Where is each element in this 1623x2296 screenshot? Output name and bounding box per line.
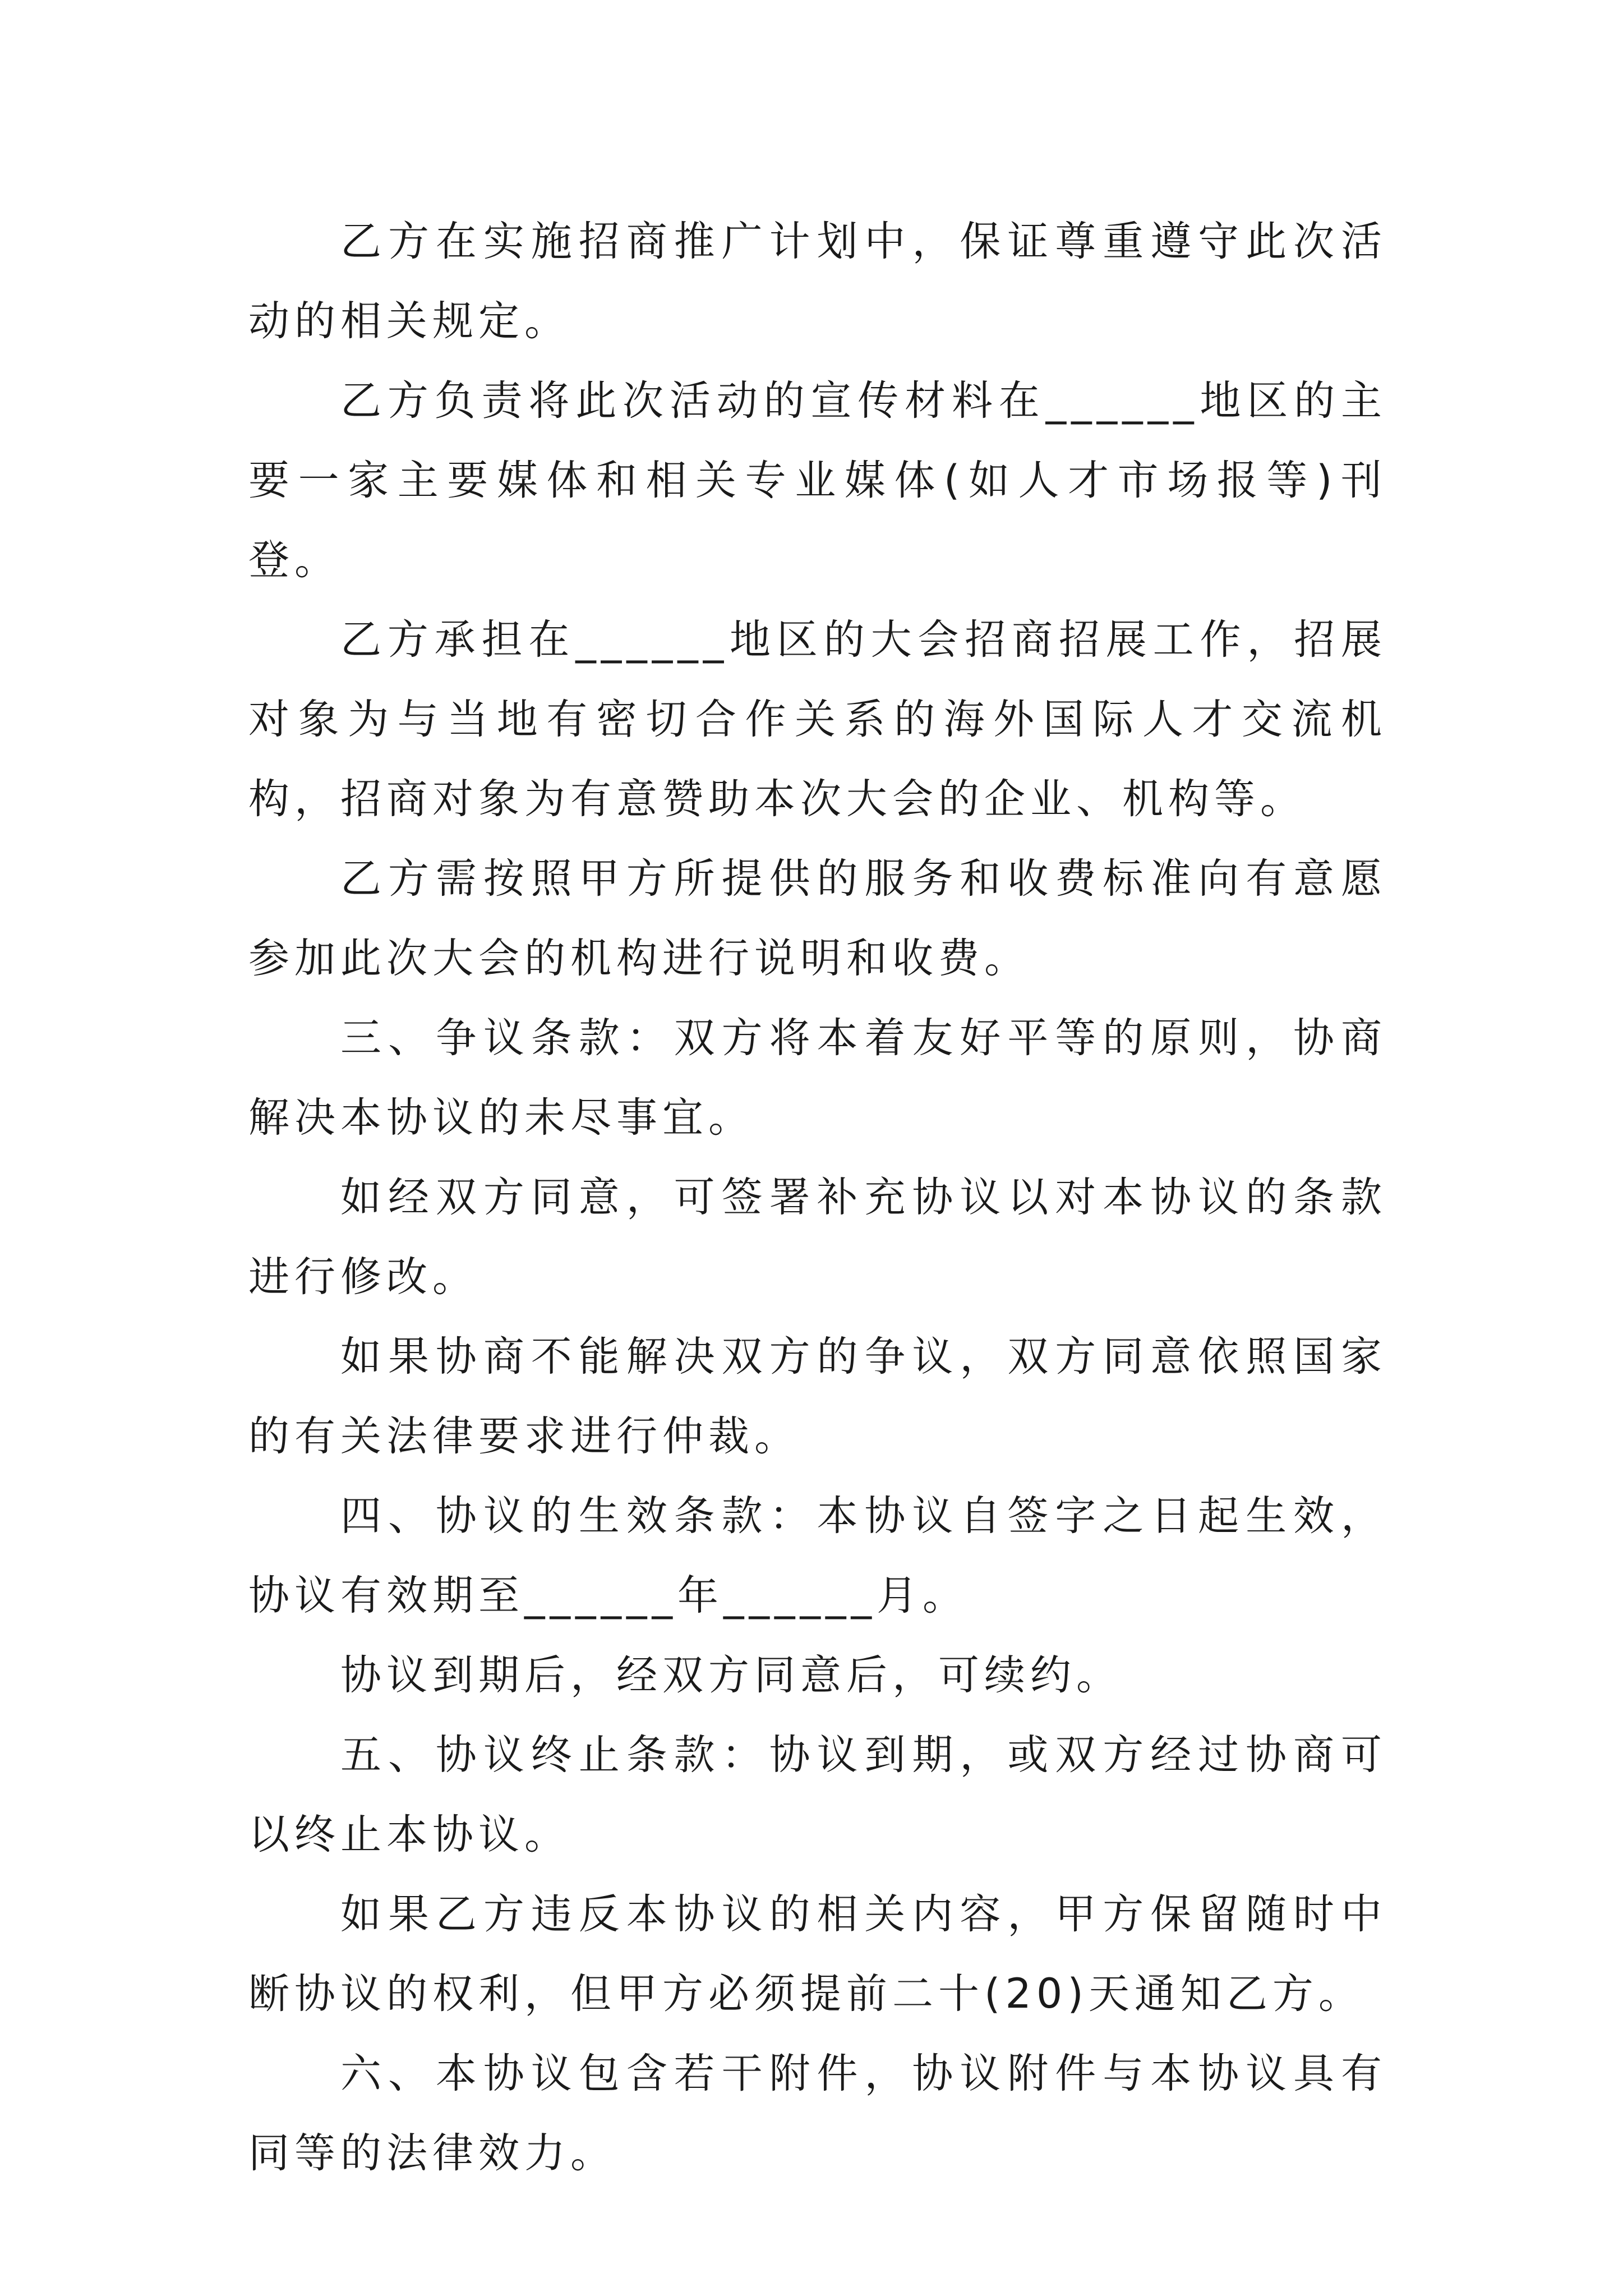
paragraph-effective-clause: 四、协议的生效条款：本协议自签字之日起生效，协议有效期至______年______月。 (248, 1492, 1387, 1619)
paragraph-supplementary-agreement: 如经双方同意，可签署补充协议以对本协议的条款进行修改。 (248, 1174, 1387, 1301)
paragraph-media-publication: 乙方负责将此次活动的宣传材料在______地区的主要一家主要媒体和相关专业媒体(如人才市场报等)刊登。 (248, 377, 1387, 584)
paragraph-promotion-compliance: 乙方在实施招商推广计划中，保证尊重遵守此次活动的相关规定。 (248, 218, 1387, 345)
document-page (248, 202, 1387, 2193)
paragraph-recruitment-work: 乙方承担在______地区的大会招商招展工作，招展对象为与当地有密切合作关系的海外国际人才交流机构，招商对象为有意赞助本次大会的企业、机构等。 (248, 616, 1387, 823)
paragraph-dispute-clause: 三、争议条款：双方将本着友好平等的原则，协商解决本协议的未尽事宜。 (248, 1014, 1387, 1142)
paragraph-renewal: 协议到期后，经双方同意后，可续约。 (340, 1651, 1122, 1699)
paragraph-fee-explanation: 乙方需按照甲方所提供的服务和收费标准向有意愿参加此次大会的机构进行说明和收费。 (248, 855, 1387, 982)
paragraph-arbitration: 如果协商不能解决双方的争议，双方同意依照国家的有关法律要求进行仲裁。 (248, 1333, 1387, 1460)
paragraph-breach-termination: 如果乙方违反本协议的相关内容，甲方保留随时中断协议的权利，但甲方必须提前二十(20)天通知乙方。 (248, 1890, 1387, 2018)
paragraph-attachments: 六、本协议包含若干附件，协议附件与本协议具有同等的法律效力。 (248, 2050, 1387, 2177)
paragraph-termination-clause: 五、协议终止条款：协议到期，或双方经过协商可以终止本协议。 (248, 1731, 1387, 1858)
